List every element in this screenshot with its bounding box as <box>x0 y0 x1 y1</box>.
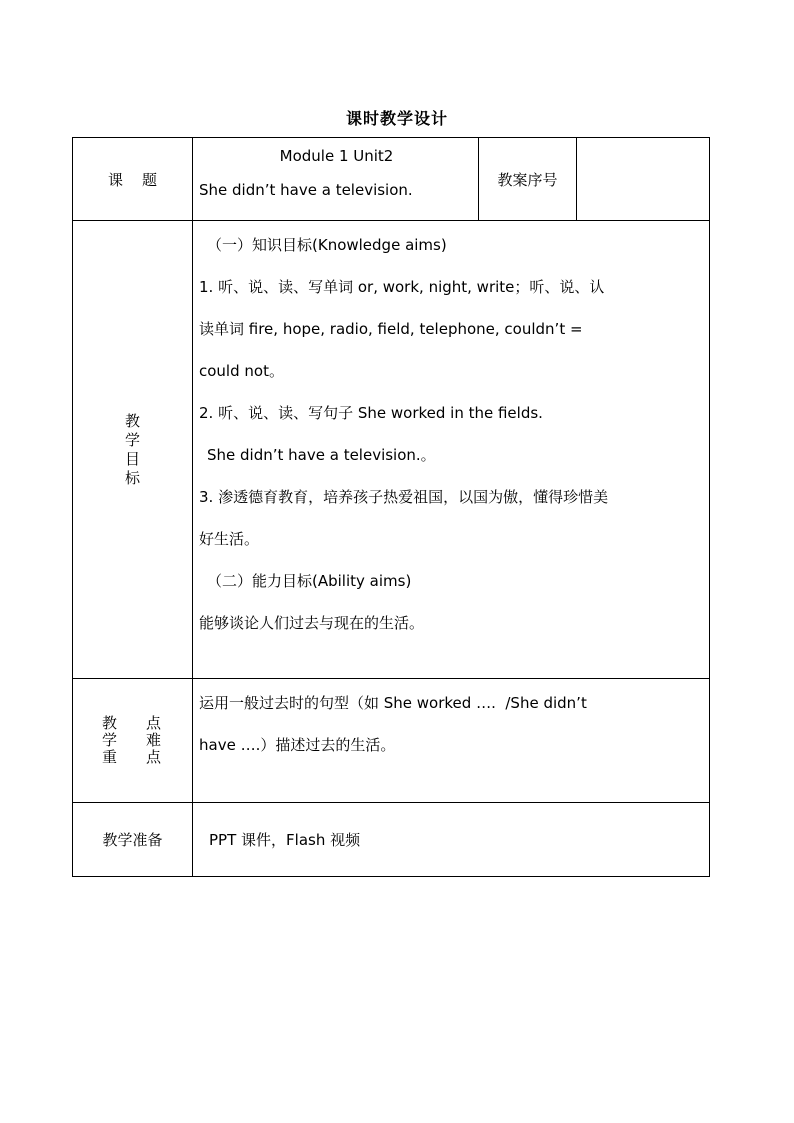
goals-label <box>73 221 193 679</box>
goal-line: （二）能力目标(Ability aims) <box>207 572 412 590</box>
lesson-title-cell <box>193 138 479 221</box>
keypoints-line: have ….）描述过去的生活。 <box>199 736 396 754</box>
goals-row <box>73 221 710 679</box>
lesson-module: Module 1 Unit2 <box>279 147 394 165</box>
keypoints-label: 教 点 学 难 重 点 <box>73 679 193 803</box>
goal-line: could not。 <box>199 362 284 380</box>
lesson-plan-table <box>72 137 710 877</box>
topic-row <box>73 138 710 221</box>
page-title: 课时教学设计 <box>345 109 448 128</box>
keypoints-row <box>73 679 710 803</box>
goal-line: 3. 渗透德育教育，培养孩子热爱祖国，以国为傲，懂得珍惜美 <box>199 488 609 506</box>
keypoints-line: 运用一般过去时的句型（如 She worked …. /She didn’t <box>199 694 587 712</box>
prep-content: PPT 课件，Flash 视频 <box>193 803 710 877</box>
goal-line: （一）知识目标(Knowledge aims) <box>207 236 447 254</box>
topic-label: 课 题 <box>73 138 193 221</box>
goal-line: 2. 听、说、读、写句子 She worked in the fields. <box>199 404 543 422</box>
goal-line: 1. 听、说、读、写单词 or, work, night, write；听、说、认 <box>199 278 605 296</box>
prep-label: 教学准备 <box>73 803 193 877</box>
lesson-sentence: She didn’t have a television. <box>199 181 413 199</box>
goals-label-text: 教 学 目 标 <box>124 411 140 487</box>
goal-line: 能够谈论人们过去与现在的生活。 <box>199 614 425 632</box>
goal-line: 读单词 fire, hope, radio, field, telephone, couldn’t = <box>199 320 583 338</box>
goal-line: She didn’t have a television.。 <box>207 446 436 464</box>
goals-content <box>193 221 710 679</box>
plan-number-label: 教案序号 <box>479 138 577 221</box>
keypoints-content <box>193 679 710 803</box>
prep-row <box>73 803 710 877</box>
plan-number-value <box>577 138 710 221</box>
goal-line: 好生活。 <box>199 530 260 548</box>
